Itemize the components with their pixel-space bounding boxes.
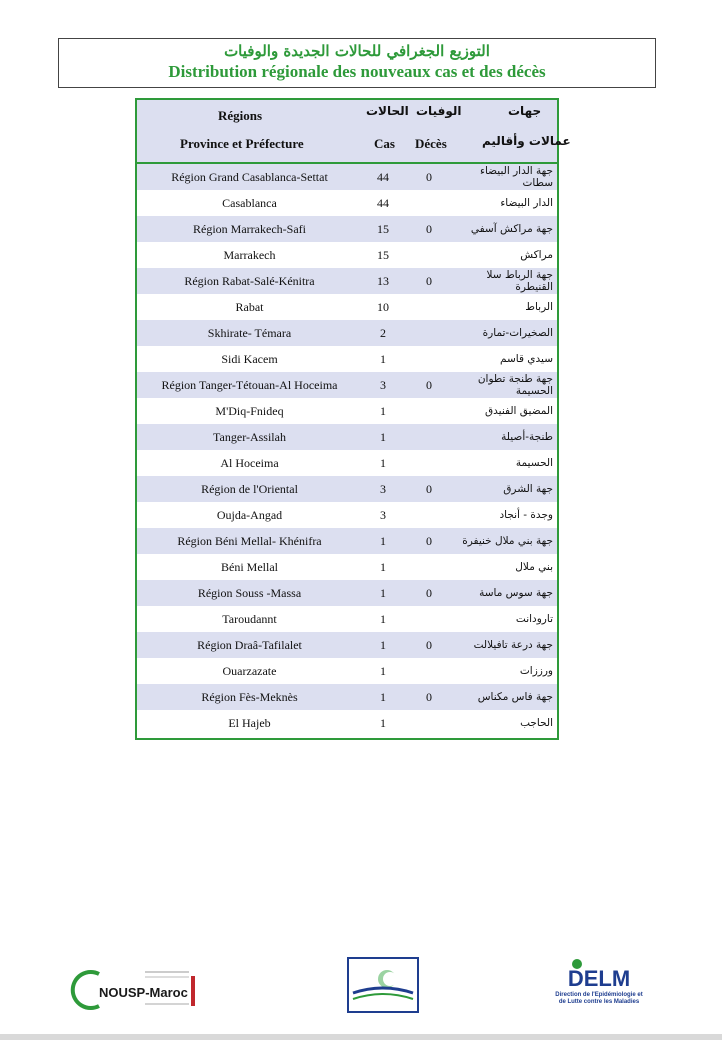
row-name: El Hajeb (228, 715, 271, 730)
table-row-province (137, 710, 557, 736)
row-name: Région Grand Casablanca-Settat (171, 169, 328, 184)
row-cases: 3 (380, 377, 386, 392)
row-arabic-name: الحاجب (520, 717, 553, 729)
table-row-province (137, 424, 557, 450)
table-row-region (137, 216, 557, 242)
row-deaths: 0 (426, 221, 432, 236)
row-arabic-name: جهة مراكش آسفي (470, 223, 553, 235)
row-cases: 1 (380, 715, 386, 730)
table-row-province (137, 450, 557, 476)
row-cases: 44 (377, 195, 389, 210)
row-name: Région Marrakech-Safi (193, 221, 306, 236)
row-name: Béni Mellal (221, 559, 278, 574)
nousp-logo (85, 966, 203, 1014)
ministry-emblem (347, 957, 419, 1013)
row-arabic-name: جهة سوس ماسة (479, 587, 553, 599)
row-name: Oujda-Angad (216, 507, 283, 522)
title-box (58, 38, 656, 88)
table-row-province (137, 606, 557, 632)
row-arabic-name: جهة طنجة تطوان الحسيمة (477, 373, 553, 397)
footer-logos (0, 950, 722, 1030)
row-arabic-name: سيدي قاسم (499, 353, 553, 365)
row-name: M'Diq-Fnideq (215, 403, 284, 418)
table-row-province (137, 398, 557, 424)
row-name: Sidi Kacem (221, 351, 278, 366)
row-cases: 3 (380, 481, 386, 496)
row-name: Skhirate- Témara (207, 325, 292, 340)
title-arabic: التوزيع الجغرافي للحالات الجديدة والوفيات (224, 42, 490, 60)
row-arabic-name: المضيق الفنيدق (485, 405, 553, 417)
row-name: Région de l'Oriental (201, 481, 298, 496)
row-cases: 1 (380, 533, 386, 548)
header-deces: Décès (415, 136, 447, 151)
row-arabic-name: جهة الدار البيضاء سطات (480, 165, 553, 189)
table-row-province (137, 320, 557, 346)
row-arabic-name: مراكش (520, 249, 553, 261)
row-arabic-name: الصخيرات-تمارة (482, 327, 553, 339)
row-name: Rabat (235, 299, 264, 314)
table-row-region (137, 580, 557, 606)
row-deaths: 0 (426, 481, 432, 496)
row-arabic-name: جهة درعة تافيلالت (473, 639, 553, 651)
nousp-label: NOUSP-Maroc (99, 985, 188, 1000)
table-row-region (137, 268, 557, 294)
row-name: Région Tanger-Tétouan-Al Hoceima (161, 377, 338, 392)
row-cases: 1 (380, 585, 386, 600)
row-deaths: 0 (426, 169, 432, 184)
delm-logo (555, 958, 643, 1020)
regional-distribution-table (135, 98, 571, 740)
row-arabic-name: الدار البيضاء (500, 197, 553, 209)
row-name: Ouarzazate (222, 663, 277, 678)
table-body (137, 164, 557, 736)
row-name: Région Rabat-Salé-Kénitra (184, 273, 315, 288)
row-name: Casablanca (222, 195, 277, 210)
table-row-region (137, 632, 557, 658)
table-row-province (137, 658, 557, 684)
title-french: Distribution régionale des nouveaux cas et des décès (168, 62, 546, 81)
row-cases: 1 (380, 689, 386, 704)
table-row-region (137, 164, 557, 190)
table-row-province (137, 242, 557, 268)
row-deaths: 0 (426, 273, 432, 288)
table-row-province (137, 346, 557, 372)
table-row-region (137, 684, 557, 710)
row-cases: 1 (380, 559, 386, 574)
header-cas: Cas (374, 136, 395, 151)
row-name: Tanger-Assilah (213, 429, 286, 444)
row-cases: 1 (380, 663, 386, 678)
row-cases: 15 (377, 247, 389, 262)
header-regions: Régions (218, 108, 263, 123)
row-arabic-name: تارودانت (515, 613, 553, 625)
row-deaths: 0 (426, 689, 432, 704)
row-name: Marrakech (223, 247, 276, 262)
table-row-province (137, 554, 557, 580)
header-ar-cases: الحالات (366, 104, 409, 118)
header-ar-deaths: الوفيات (416, 104, 462, 118)
row-arabic-name: جهة فاس مكناس (477, 691, 553, 703)
row-cases: 44 (377, 169, 389, 184)
row-cases: 1 (380, 403, 386, 418)
row-cases: 1 (380, 637, 386, 652)
table-row-province (137, 294, 557, 320)
table-row-region (137, 528, 557, 554)
row-arabic-name: الرباط (525, 301, 553, 313)
table-row-province (137, 502, 557, 528)
row-arabic-name: الحسيمة (515, 457, 553, 469)
row-cases: 2 (380, 325, 386, 340)
row-arabic-name: جهة الرباط سلا القنيطرة (486, 269, 553, 293)
delm-label: DELM (567, 966, 631, 991)
row-name: Taroudannt (222, 611, 277, 626)
page-bottom-edge (0, 1034, 722, 1040)
row-cases: 1 (380, 429, 386, 444)
row-name: Al Hoceima (220, 455, 279, 470)
row-name: Région Béni Mellal- Khénifra (177, 533, 322, 548)
row-cases: 13 (377, 273, 389, 288)
row-deaths: 0 (426, 377, 432, 392)
row-name: Région Fès-Meknès (201, 689, 298, 704)
row-deaths: 0 (426, 637, 432, 652)
header-ar-province: عمالات وأقاليم (482, 134, 571, 148)
row-arabic-name: ورززات (519, 665, 553, 677)
row-cases: 10 (377, 299, 389, 314)
row-cases: 15 (377, 221, 389, 236)
delm-subtitle: Direction de l'Epidémiologie et de Lutte contre les Maladies (555, 992, 643, 1005)
header-ar-regions: جهات (508, 104, 542, 118)
row-arabic-name: جهة بني ملال خنيفرة (462, 535, 553, 547)
row-cases: 1 (380, 611, 386, 626)
row-deaths: 0 (426, 533, 432, 548)
table-row-province (137, 190, 557, 216)
row-cases: 1 (380, 455, 386, 470)
row-deaths: 0 (426, 585, 432, 600)
row-arabic-name: طنجة-أصيلة (501, 431, 553, 443)
row-cases: 1 (380, 351, 386, 366)
row-arabic-name: جهة الشرق (503, 483, 553, 495)
table-row-region (137, 476, 557, 502)
row-name: Région Souss -Massa (197, 585, 302, 600)
table-header (137, 100, 571, 164)
header-province: Province et Préfecture (180, 136, 304, 151)
row-arabic-name: بني ملال (515, 561, 553, 573)
row-cases: 3 (380, 507, 386, 522)
row-name: Région Draâ-Tafilalet (197, 637, 302, 652)
row-arabic-name: وجدة - أنجاد (499, 509, 553, 521)
table-row-region (137, 372, 557, 398)
